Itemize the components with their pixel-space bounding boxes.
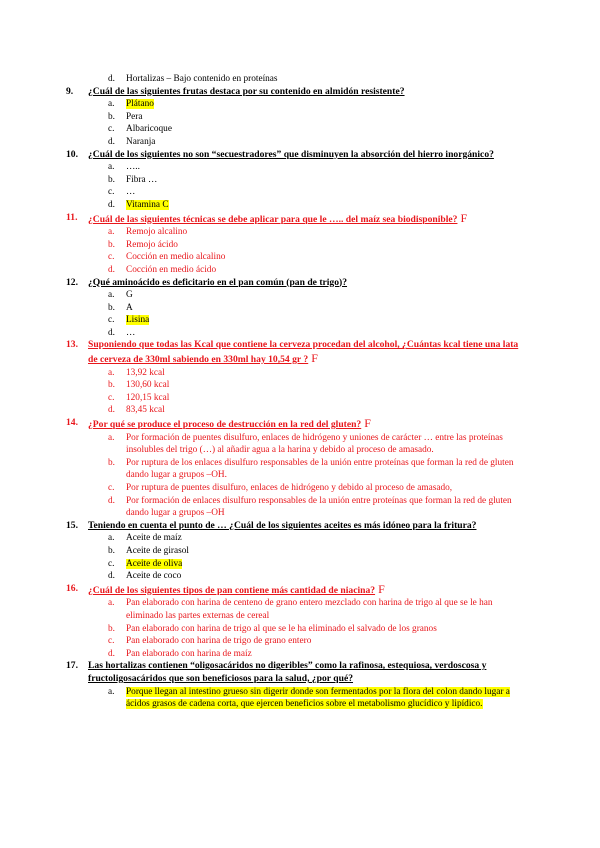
question-15 [66,519,528,533]
option-letter: a. [108,686,115,697]
answer-option [108,251,522,264]
option-text: Pan elaborado con harina de centeno de grano entero mezclado con harina de trigo al que se le han eliminado las partes externas de cereal [126,598,493,621]
option-letter: c. [108,636,115,647]
question-text: ¿Por qué se produce el proceso de destrucción en la red del gluten? [88,419,362,431]
option-letter: c. [108,252,115,263]
answer-option [108,532,522,545]
answer-option [108,98,522,111]
answer-option [108,264,522,277]
option-letter: c. [108,315,115,326]
option-text: Pera [126,111,143,122]
option-text: Por ruptura de los enlaces disulfuro responsables de la unión entre proteínas que forman la red de gluten dando lugar a grupos –OH. [126,457,514,481]
option-letter: a. [108,99,115,110]
question-text: Las hortalizas contienen “oligosacáridos no digeribles” como la rafinosa, estequiosa, verdoscosa y fructoligosacáridos que son beneficiosos para la salud, ¿por qué? [88,660,487,684]
false-flag-mark: F [378,581,385,596]
answer-option [108,136,522,149]
lead-option [108,73,522,86]
option-text: 120,15 kcal [126,392,170,403]
option-text: 13,92 kcal [126,367,165,378]
option-text-highlighted: Lisina [126,315,150,326]
question-number: 9. [66,85,74,97]
option-text-highlighted: Aceite de oliva [126,558,183,569]
option-text: Pan elaborado con harina de maíz [126,648,252,659]
option-letter: d. [108,74,115,84]
false-flag-mark: F [364,416,371,431]
option-text: A [126,302,133,313]
question-text: Teniendo en cuenta el punto de … ¿Cuál de los siguientes aceites es más idóneo para la fritura? [88,519,477,531]
option-letter: b. [108,302,115,313]
answer-option [108,432,522,457]
answer-option [108,648,522,661]
option-letter: b. [108,380,115,391]
option-text: Por ruptura de puentes disulfuro, enlaces de hidrógeno y debido al proceso de amasado, [126,483,453,493]
option-letter: a. [108,290,115,301]
answer-option [108,367,522,380]
option-text: Hortalizas – Bajo contenido en proteínas [126,74,278,84]
option-letter: b. [108,239,115,250]
question-11 [66,210,528,227]
answer-option [108,392,522,405]
option-letter: b. [108,457,115,468]
option-text: Por formación de puentes disulfuro, enlaces de hidrógeno y uniones de carácter … entre las proteínas insolubles del trigo (…) al añadir agua a la harina y debido al proceso de amasado. [126,432,503,456]
answer-option [108,404,522,417]
option-text: Remojo ácido [126,239,178,250]
option-text-highlighted: Porque llegan al intestino grueso sin digerir donde son fermentados por la flora del colon dando lugar a ácidos grasos de cadena corta, que ejercen beneficios sobre el metabolismo glucídico y lipídico. [126,686,510,710]
false-flag-mark: F [311,351,318,366]
question-text: ¿Cuál de las siguientes técnicas se debe aplicar para que le ….. del maíz sea biodisponible? [88,213,458,225]
answer-option [108,314,522,327]
answer-option [108,570,522,583]
option-text: … [126,187,136,198]
answer-option [108,457,522,482]
answer-option [108,302,522,315]
question-list [0,86,600,711]
answer-option [108,623,522,636]
question-text: ¿Cuál de las siguientes frutas destaca por su contenido en almidón resistente? [88,85,405,97]
option-text: 130,60 kcal [126,380,170,391]
option-letter: d. [108,264,115,275]
option-text: Pan elaborado con harina de trigo de grano entero [126,636,312,647]
option-letter: d. [108,327,115,338]
question-number: 11. [66,211,78,223]
question-number: 15. [66,519,78,531]
option-letter: a. [108,533,115,544]
option-letter: c. [108,392,115,403]
answer-option [108,239,522,252]
answer-option [108,186,522,199]
option-letter: d. [108,648,115,659]
option-text: G [126,290,133,301]
option-letter: c. [108,483,115,493]
question-10 [66,148,528,162]
option-text: Naranja [126,136,156,147]
question-text: ¿Cuál de los siguientes tipos de pan contiene más cantidad de niacina? [88,584,376,596]
answer-option [108,686,522,711]
question-text: Suponiendo que todas las Kcal que contiene la cerveza procedan del alcohol, ¿Cuántas kcal tiene una lata de cerveza de 330ml sabiendo en 330ml hay 10,54 gr ? [88,339,519,366]
option-letter: d. [108,136,115,147]
answer-option [108,495,522,520]
question-text: ¿Qué aminoácido es deficitario en el pan común (pan de trigo)? [88,276,348,288]
option-letter: b. [108,623,115,634]
option-letter: d. [108,405,115,416]
option-letter: c. [108,187,115,198]
question-number: 13. [66,339,78,351]
option-letter: a. [108,162,115,173]
answer-option [108,161,522,174]
option-text: Pan elaborado con harina de trigo al que se le ha eliminado el salvado de los granos [126,623,437,634]
answer-option [108,327,522,340]
answer-option [108,545,522,558]
option-letter: d. [108,571,115,582]
option-letter: b. [108,174,115,185]
option-text: Fibra … [126,174,158,185]
answer-option [108,379,522,392]
answer-option [108,482,522,495]
option-letter: c. [108,124,115,135]
option-text: … [126,327,136,338]
option-text: Albaricoque [126,124,172,135]
answer-option [108,558,522,571]
option-text: Remojo alcalino [126,227,188,238]
option-letter: a. [108,432,115,443]
question-16 [66,581,528,598]
question-9 [66,85,528,99]
option-letter: a. [108,367,115,378]
question-number: 12. [66,276,78,288]
option-text: Aceite de maíz [126,533,182,544]
question-number: 10. [66,148,78,160]
option-text: Cocción en medio ácido [126,264,217,275]
answer-option [108,174,522,187]
option-letter: b. [108,545,115,556]
false-flag-mark: F [460,210,468,225]
option-letter: c. [108,558,115,569]
option-text: Aceite de girasol [126,545,189,556]
option-text-highlighted: Vitamina C [126,199,169,210]
answer-option [108,635,522,648]
option-letter: b. [108,111,115,122]
question-text: ¿Cuál de los siguientes no son “secuestradores” que disminuyen la absorción del hierro inorgánico? [88,148,494,160]
question-number: 16. [66,582,78,594]
question-17 [66,660,528,685]
answer-option [108,199,522,212]
question-number: 17. [66,660,78,672]
option-text: Por formación de enlaces disulfuro responsables de la unión entre proteínas que forman la red de gluten dando lugar a grupos –OH [126,495,512,519]
option-text-highlighted: Plátano [126,99,154,110]
question-12 [66,276,528,290]
question-14 [66,416,528,432]
option-letter: a. [108,598,115,609]
answer-option [108,111,522,124]
answer-option [108,289,522,302]
option-text: Cocción en medio alcalino [126,252,226,263]
option-letter: d. [108,495,115,506]
question-number: 14. [66,417,78,429]
option-text: Aceite de coco [126,571,182,582]
option-letter: a. [108,227,115,238]
answer-option [108,597,522,622]
option-letter: d. [108,199,115,210]
question-13 [66,339,528,366]
option-text: ….. [126,162,140,173]
option-text: 83,45 kcal [126,405,165,416]
answer-option [108,123,522,136]
answer-option [108,226,522,239]
